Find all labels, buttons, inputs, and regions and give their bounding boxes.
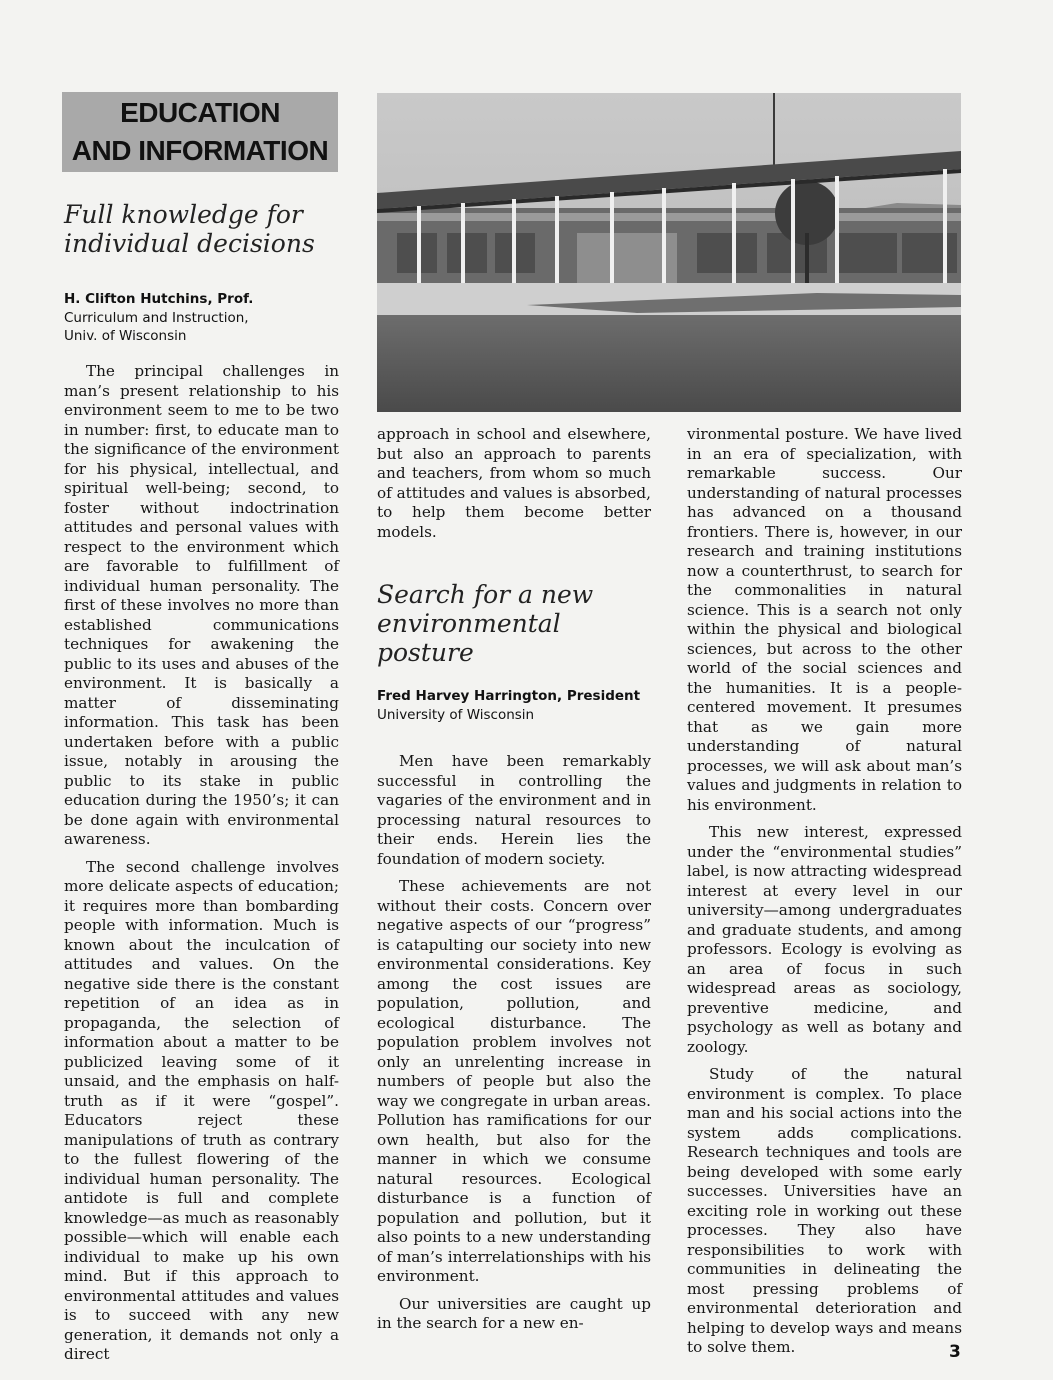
- article2-headline-line3: posture: [377, 638, 474, 667]
- article1-paragraph: The second challenge involves more delicate aspects of education; it requires more than bombarding people with information. Much is known about the inculcation of attitudes and values. On the negative side there is the constant repetition of an idea as in propaganda, the selection of information about a matter to be publicized leaving some of it unsaid, and the emphasis on half-truth as if it were “gospel”. Educators reject these manipulations of truth as contrary to the fullest flowering of the individual human personality. The antidote is full and complete knowledge—as much as reasonably possible—which will enable each individual to make up his own mind. But if this approach to environmental attitudes and values is to succeed with any new generation, it demands not only a direct: [64, 857, 339, 1363]
- article1-author-dept: Curriculum and Instruction,: [64, 309, 249, 326]
- article1-headline-line1: Full knowledge for: [64, 200, 303, 229]
- article2-paragraph: Study of the natural environment is complex. To place man and his social actions into the system adds complications. Research techniques and tools are being developed with some early successes. Universities have an exciting role in working out these processes. They also have responsibilities to work with communities in delineating the most pressing problems of environmental deterioration and helping to develop ways and means to solve them.: [687, 1065, 962, 1356]
- article1-byline: [64, 290, 253, 346]
- article2-headline: [377, 580, 593, 667]
- article2-headline-line2: environmental: [377, 609, 561, 638]
- article2-paragraph: Our universities are caught up in the search for a new en-: [377, 1294, 651, 1332]
- article1-paragraph: The principal challenges in man’s present relationship to his environment seem to me to be two in number: first, to educate man to the significance of the environment for his physical, intellectual, and spiritual well-being; second, to foster without indoctrination attitudes and personal values with respect to the environment which are favorable to fulfillment of individual human personality. The first of these involves no more than established communications techniques for awakening the public to its uses and abuses of the environment. It is basically a matter of disseminating information. This task has been undertaken before with a public issue, notably in arousing the public to its stake in public education during the 1950’s; it can be done again with environmental awareness.: [64, 362, 339, 848]
- section-title-line1: EDUCATION: [120, 97, 280, 128]
- article2-paragraph: Men have been remarkably successful in controlling the vagaries of the environment and in processing natural resources to their ends. Herein lies the foundation of modern society.: [377, 752, 651, 868]
- article1-paragraph-continued: approach in school and elsewhere, but also an approach to parents and teachers, from whom so much of attitudes and values is absorbed, to help them become better models.: [377, 425, 651, 541]
- article2-paragraph: This new interest, expressed under the “environmental studies” label, is now attracting widespread interest at every level in our university—among undergraduates and graduate students, and among professors. Ecology is evolving as an area of focus in such widespread areas as sociology, preventive medicine, and psychology as well as botany and zoology.: [687, 823, 962, 1056]
- article1-headline: [64, 200, 315, 258]
- section-title-line2: AND INFORMATION: [71, 135, 329, 166]
- school-building-photo: [377, 93, 961, 412]
- article1-author-name: H. Clifton Hutchins, Prof.: [64, 291, 254, 307]
- article1-headline-line2: individual decisions: [64, 229, 315, 258]
- school-building-image: [377, 93, 961, 412]
- article1-column1: [64, 362, 339, 1373]
- article2-paragraph: These achievements are not without their costs. Concern over negative aspects of our “progress” is catapulting our society into new environmental considerations. Key among the cost issues are population, pollution, and ecological disturbance. The population problem involves not only an unrelenting increase in numbers of people but also the way we congregate in urban areas. Pollution has ramifications for our own health, but also for the manner in which we consume natural resources. Ecological disturbance is a function of population and pollution, but it also points to a new understanding of man’s interrelationships with his environment.: [377, 877, 651, 1285]
- section-banner: [62, 92, 338, 172]
- article2-author-name: Fred Harvey Harrington, President: [377, 688, 641, 704]
- article2-byline: [377, 687, 640, 724]
- article2-headline-line1: Search for a new: [377, 580, 594, 609]
- article2-column3: [687, 425, 962, 1366]
- article2-author-univ: University of Wisconsin: [377, 706, 535, 723]
- article1-author-univ: Univ. of Wisconsin: [64, 328, 187, 344]
- article2-column2: [377, 752, 651, 1342]
- article1-column2: [377, 425, 651, 550]
- article2-paragraph-continued: vironmental posture. We have lived in an era of specialization, with remarkable success. Our understanding of natural processes has advanced on a thousand frontiers. There is, however, in our research and training institutions now a counterthrust, to search for the commonalities in natural science. This is a search not only within the physical and biological sciences, but across to the other world of the social sciences and the humanities. It is a people-centered movement. It presumes that as we gain more understanding of natural processes, we will ask about man’s values and judgments in relation to his environment.: [687, 425, 962, 814]
- page-number: 3: [949, 1342, 961, 1362]
